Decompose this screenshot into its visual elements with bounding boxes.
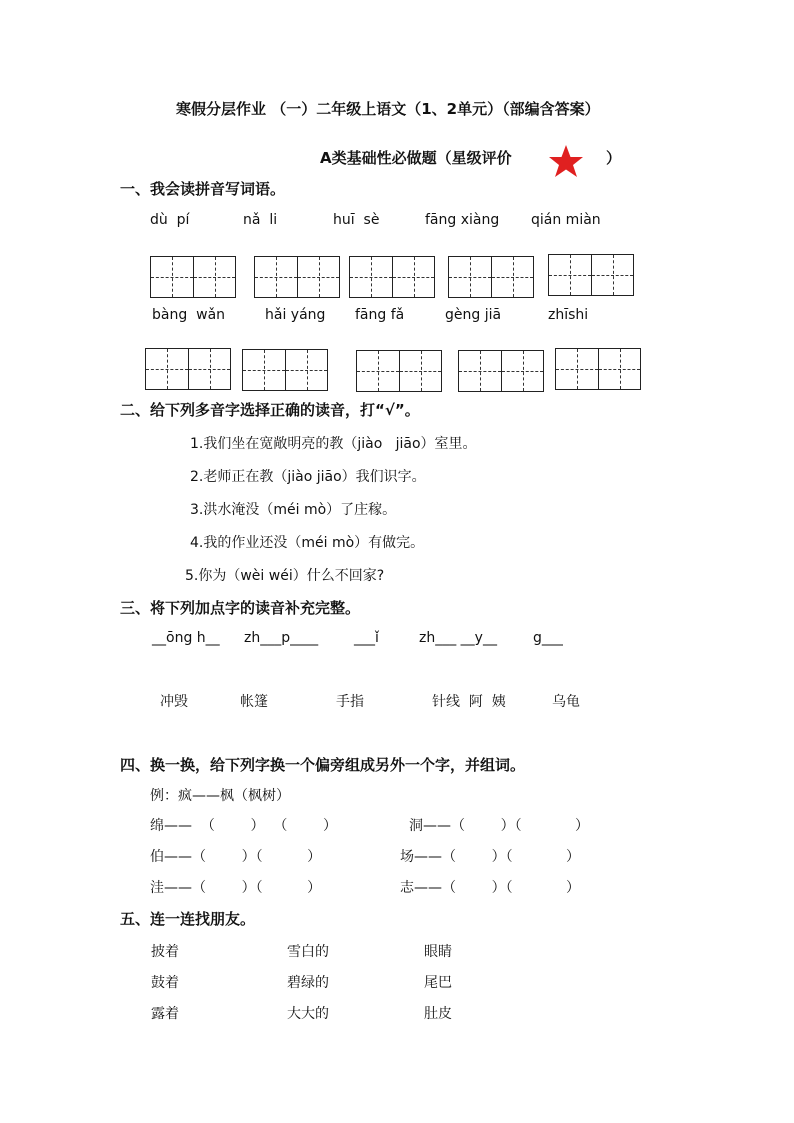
writing-grid-1[interactable] [150,256,236,298]
subtitle-close: ） [606,149,622,167]
writing-grid-7[interactable] [242,349,328,391]
writing-grid-8[interactable] [356,350,442,392]
s5-col2-3[interactable]: 大大的 [287,1006,329,1022]
subtitle-label: A类基础性必做题（星级评价 [320,149,512,167]
pinyin-5: qián miàn [531,212,601,228]
s3-word-4: 针线 阿 姨 [432,694,506,710]
pinyin-7: hǎi yáng [265,307,326,323]
s5-col3-1[interactable]: 眼睛 [424,944,452,960]
pinyin-10: zhīshi [548,307,589,323]
pinyin-4: fāng xiàng [425,212,500,228]
writing-grid-4[interactable] [448,256,534,298]
s2-item-5: 5.你为（wèi wéi）什么不回家? [185,568,385,584]
s4-right-2[interactable]: 场——（ ）（ ） [400,849,581,865]
s5-col2-2[interactable]: 碧绿的 [287,975,329,991]
s3-word-2: 帐篷 [240,694,268,710]
s5-col1-1[interactable]: 披着 [151,944,179,960]
s5-col1-2[interactable]: 鼓着 [151,975,179,991]
section2-heading: 二、给下列多音字选择正确的读音，打“√”。 [120,401,420,419]
s4-example: 例：疯——枫（枫树） [150,788,290,804]
s5-col1-3[interactable]: 露着 [151,1006,179,1022]
pinyin-2: nǎ li [243,212,278,228]
s4-left-1[interactable]: 绵—— （ ） （ ） [150,818,338,834]
s3-blank-1[interactable]: __ōng h__ [152,630,220,646]
pinyin-6: bàng wǎn [152,307,226,323]
writing-grid-3[interactable] [349,256,435,298]
writing-grid-6[interactable] [145,348,231,390]
s5-col2-1[interactable]: 雪白的 [287,944,329,960]
s2-item-2: 2.老师正在教（jiào jiāo）我们识字。 [190,469,426,485]
s3-blank-3[interactable]: ___ǐ [354,630,379,646]
writing-grid-9[interactable] [458,350,544,392]
section5-heading: 五、连一连找朋友。 [120,910,256,928]
star-icon [547,144,585,178]
s3-word-1: 冲毁 [160,694,188,710]
section4-heading: 四、换一换，给下列字换一个偏旁组成另外一个字，并组词。 [120,756,526,774]
section1-heading: 一、我会读拼音写词语。 [120,180,286,198]
s2-item-3: 3.洪水淹没（méi mò）了庄稼。 [190,502,397,518]
s4-right-3[interactable]: 志——（ ）（ ） [400,880,581,896]
s4-left-3[interactable]: 洼——（ ）（ ） [150,880,322,896]
page-title: 寒假分层作业 （一）二年级上语文（1、2单元）（部编含答案） [176,100,600,118]
s2-item-4: 4.我的作业还没（méi mò）有做完。 [190,535,425,551]
pinyin-1: dù pí [150,212,190,228]
s5-col3-3[interactable]: 肚皮 [424,1006,452,1022]
s4-left-2[interactable]: 伯——（ ）（ ） [150,849,322,865]
writing-grid-10[interactable] [555,348,641,390]
s2-item-1: 1.我们坐在宽敞明亮的教（jiào jiāo）室里。 [190,436,477,452]
s3-blank-4[interactable]: zh___ __y__ [419,630,497,646]
writing-grid-2[interactable] [254,256,340,298]
s3-word-3: 手指 [336,694,364,710]
s3-word-5: 乌龟 [552,694,580,710]
s5-col3-2[interactable]: 尾巴 [424,975,452,991]
s3-blank-5[interactable]: g___ [533,630,563,646]
s3-blank-2[interactable]: zh___p____ [244,630,319,646]
pinyin-3: huī sè [333,212,380,228]
section3-heading: 三、将下列加点字的读音补充完整。 [120,599,361,617]
pinyin-8: fāng fǎ [355,307,405,323]
s4-right-1[interactable]: 洞——（ ）（ ） [409,818,590,834]
writing-grid-5[interactable] [548,254,634,296]
pinyin-9: gèng jiā [445,307,502,323]
